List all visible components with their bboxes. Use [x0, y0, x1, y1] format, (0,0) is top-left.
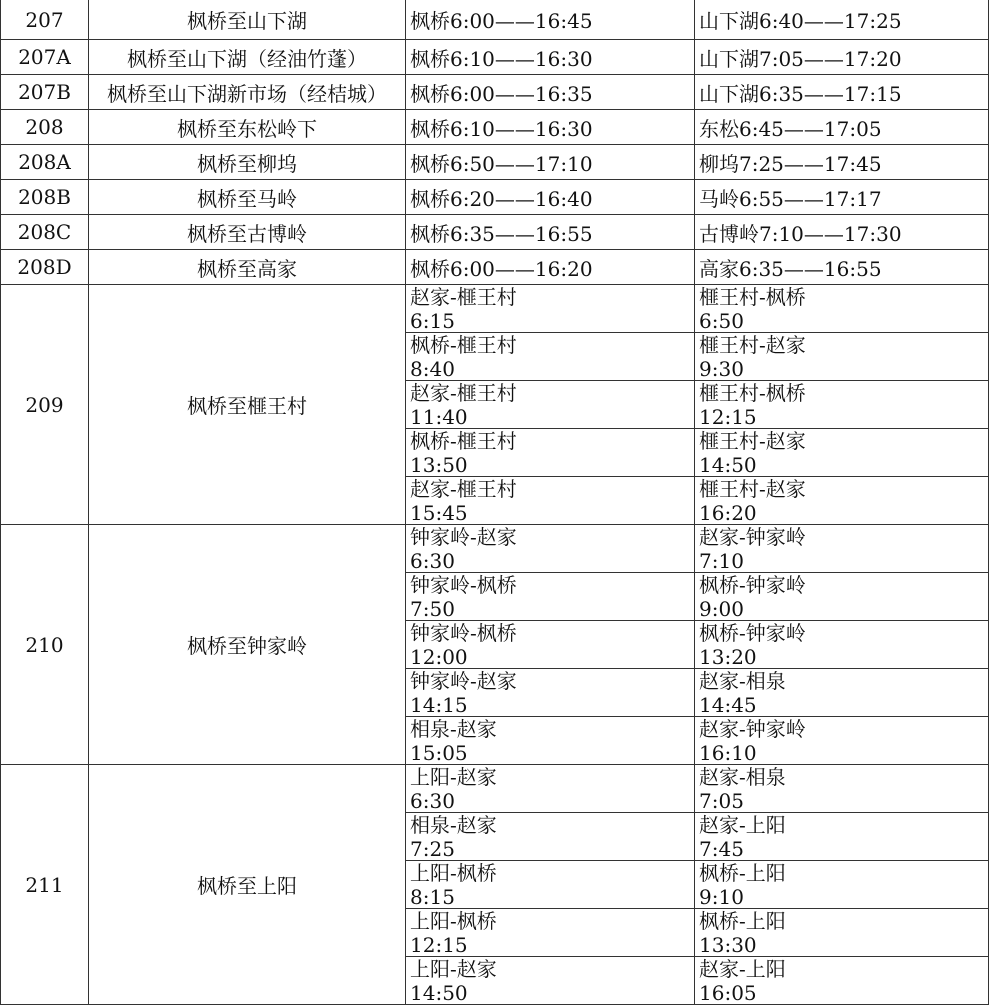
outbound-times: 枫桥6:20——16:40	[406, 180, 695, 215]
table-row-group	[0, 525, 989, 765]
route-number: 208	[0, 110, 89, 145]
trip-time: 9:10	[695, 885, 988, 909]
return-times: 山下湖7:05——17:20	[695, 40, 989, 75]
trip-direction: 赵家-榧王村	[410, 381, 517, 405]
trip-direction: 上阳-赵家	[410, 957, 497, 981]
route-number: 210	[0, 525, 89, 765]
outbound-trip-list	[406, 285, 695, 525]
trip-time: 16:10	[695, 741, 988, 765]
return-times: 马岭6:55——17:17	[695, 180, 989, 215]
trip-direction: 钟家岭-枫桥	[410, 573, 517, 597]
trip-time: 7:25	[406, 837, 694, 861]
trip-time: 15:45	[406, 501, 694, 525]
trip-time: 6:30	[406, 789, 694, 813]
trip-time: 9:00	[695, 597, 988, 621]
trip-time: 16:20	[695, 501, 988, 525]
route-name: 枫桥至古博岭	[89, 215, 406, 250]
route-number: 207B	[0, 75, 89, 110]
trip-time: 13:50	[406, 453, 694, 477]
route-name: 枫桥至榧王村	[89, 285, 406, 525]
trip-time: 12:15	[406, 933, 694, 957]
trip-direction: 榧王村-枫桥	[699, 381, 806, 405]
trip-direction: 上阳-枫桥	[410, 861, 497, 885]
return-trip-list	[695, 525, 989, 765]
route-number: 208A	[0, 145, 89, 180]
return-times: 东松6:45——17:05	[695, 110, 989, 145]
trip-time: 7:05	[695, 789, 988, 813]
trip-time: 7:10	[695, 549, 988, 573]
table-row	[0, 215, 989, 250]
trip-direction: 赵家-钟家岭	[699, 717, 806, 741]
trip-time: 6:15	[406, 309, 694, 333]
route-name: 枫桥至山下湖新市场（经桔城）	[89, 75, 406, 110]
trip-direction: 榧王村-枫桥	[699, 285, 806, 309]
trip-direction: 枫桥-钟家岭	[699, 573, 806, 597]
trip-time: 13:30	[695, 933, 988, 957]
trip-time: 15:05	[406, 741, 694, 765]
return-trip-list	[695, 765, 989, 1005]
trip-direction: 枫桥-上阳	[699, 909, 786, 933]
trip-direction: 上阳-枫桥	[410, 909, 497, 933]
outbound-times: 枫桥6:10——16:30	[406, 110, 695, 145]
trip-direction: 赵家-钟家岭	[699, 525, 806, 549]
trip-time: 12:00	[406, 645, 694, 669]
outbound-times: 枫桥6:00——16:20	[406, 250, 695, 285]
route-name: 枫桥至上阳	[89, 765, 406, 1005]
trip-time: 14:15	[406, 693, 694, 717]
route-number: 208C	[0, 215, 89, 250]
route-name: 枫桥至马岭	[89, 180, 406, 215]
table-row	[0, 250, 989, 285]
table-row	[0, 110, 989, 145]
table-row-group	[0, 285, 989, 525]
trip-direction: 枫桥-钟家岭	[699, 621, 806, 645]
outbound-trip-list	[406, 525, 695, 765]
trip-time: 9:30	[695, 357, 988, 381]
trip-direction: 枫桥-榧王村	[410, 333, 517, 357]
trip-time: 14:50	[695, 453, 988, 477]
trip-direction: 赵家-上阳	[699, 957, 786, 981]
trip-direction: 钟家岭-赵家	[410, 525, 517, 549]
trip-time: 8:15	[406, 885, 694, 909]
route-number: 209	[0, 285, 89, 525]
route-name: 枫桥至钟家岭	[89, 525, 406, 765]
trip-time: 14:50	[406, 981, 694, 1005]
return-times: 山下湖6:40——17:25	[695, 0, 989, 40]
table-row	[0, 0, 989, 40]
table-row	[0, 40, 989, 75]
outbound-times: 枫桥6:00——16:35	[406, 75, 695, 110]
route-number: 208D	[0, 250, 89, 285]
table-row-group	[0, 765, 989, 1005]
table-row	[0, 145, 989, 180]
trip-time: 7:50	[406, 597, 694, 621]
outbound-times: 枫桥6:35——16:55	[406, 215, 695, 250]
return-times: 山下湖6:35——17:15	[695, 75, 989, 110]
trip-direction: 钟家岭-赵家	[410, 669, 517, 693]
table-row	[0, 180, 989, 215]
trip-direction: 相泉-赵家	[410, 717, 497, 741]
outbound-times: 枫桥6:00——16:45	[406, 0, 695, 40]
route-number: 207	[0, 0, 89, 40]
return-times: 高家6:35——16:55	[695, 250, 989, 285]
outbound-times: 枫桥6:10——16:30	[406, 40, 695, 75]
trip-time: 14:45	[695, 693, 988, 717]
trip-time: 7:45	[695, 837, 988, 861]
outbound-times: 枫桥6:50——17:10	[406, 145, 695, 180]
table-row	[0, 75, 989, 110]
route-number: 207A	[0, 40, 89, 75]
trip-direction: 赵家-相泉	[699, 765, 786, 789]
trip-direction: 榧王村-赵家	[699, 429, 806, 453]
trip-direction: 枫桥-榧王村	[410, 429, 517, 453]
route-name: 枫桥至山下湖	[89, 0, 406, 40]
trip-time: 6:50	[695, 309, 988, 333]
return-times: 古博岭7:10——17:30	[695, 215, 989, 250]
outbound-trip-list	[406, 765, 695, 1005]
route-number: 211	[0, 765, 89, 1005]
trip-direction: 榧王村-赵家	[699, 333, 806, 357]
route-name: 枫桥至柳坞	[89, 145, 406, 180]
return-times: 柳坞7:25——17:45	[695, 145, 989, 180]
trip-time: 13:20	[695, 645, 988, 669]
trip-direction: 枫桥-上阳	[699, 861, 786, 885]
trip-direction: 钟家岭-枫桥	[410, 621, 517, 645]
trip-direction: 上阳-赵家	[410, 765, 497, 789]
trip-time: 8:40	[406, 357, 694, 381]
trip-time: 12:15	[695, 405, 988, 429]
return-trip-list	[695, 285, 989, 525]
trip-direction: 赵家-相泉	[699, 669, 786, 693]
route-name: 枫桥至高家	[89, 250, 406, 285]
route-number: 208B	[0, 180, 89, 215]
route-name: 枫桥至东松岭下	[89, 110, 406, 145]
trip-time: 6:30	[406, 549, 694, 573]
trip-time: 11:40	[406, 405, 694, 429]
trip-direction: 榧王村-赵家	[699, 477, 806, 501]
trip-direction: 赵家-上阳	[699, 813, 786, 837]
route-name: 枫桥至山下湖（经油竹蓬）	[89, 40, 406, 75]
trip-direction: 赵家-榧王村	[410, 285, 517, 309]
trip-time: 16:05	[695, 981, 988, 1005]
trip-direction: 相泉-赵家	[410, 813, 497, 837]
trip-direction: 赵家-榧王村	[410, 477, 517, 501]
